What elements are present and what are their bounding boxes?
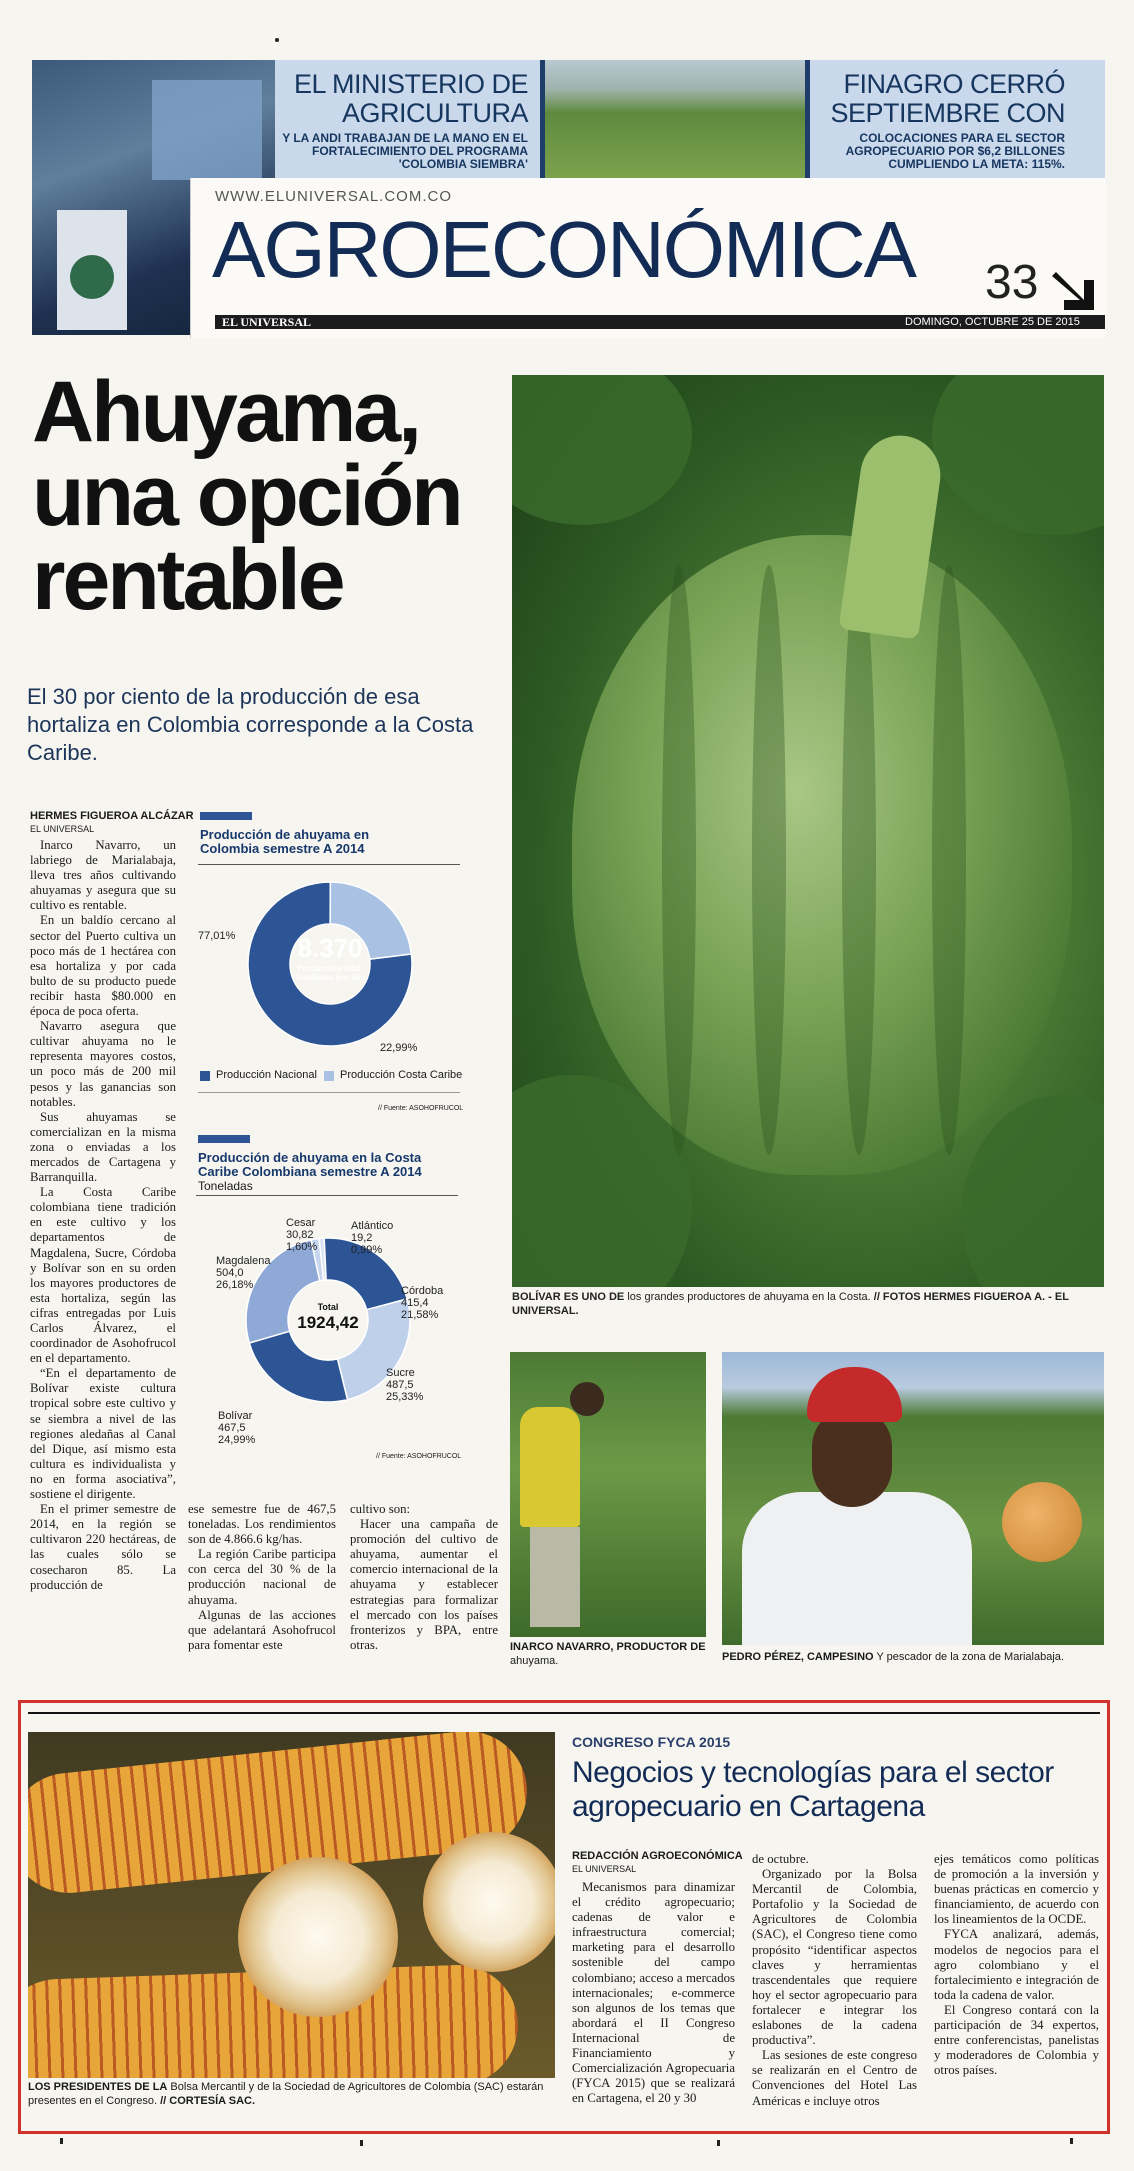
legend-national: Producción Nacional <box>216 1069 317 1081</box>
pedro-face <box>812 1407 892 1507</box>
box-byline-org: EL UNIVERSAL <box>572 1864 637 1874</box>
slice-label-national: 77,01% <box>198 930 236 942</box>
paragraph: La región Caribe participa con cerca del 30 % de la producción nacional de ahuyama. <box>188 1547 336 1607</box>
page-dot <box>275 38 279 42</box>
main-caption-text: los grandes productores de ahuyama en la Costa. <box>627 1291 871 1303</box>
corn-caption-lead: LOS PRESIDENTES DE LA <box>28 2081 168 2093</box>
paragraph: Algunas de las acciones que adelantará Asohofrucol para fomentar este <box>188 1607 336 1652</box>
pedro-caption <box>722 1650 1122 1664</box>
donut-center-label: Producción total. Toneladas por año <box>294 964 366 982</box>
paragraph: Inarco Navarro, un labriego de Marialabaja, lleva tres años cultivando ahuyamas y asegura que su cultivo es rentable. <box>30 838 176 913</box>
chart-title: Producción de ahuyama en la Costa Caribe Colombiana semestre A 2014 <box>198 1150 422 1179</box>
farmer-caption-lead: INARCO NAVARRO, PRODUCTOR DE <box>510 1641 706 1653</box>
chart-rule <box>196 1195 458 1196</box>
donut-center-value: 1924,42 <box>297 1313 359 1332</box>
paragraph: La Costa Caribe colombiana tiene tradición en este cultivo y los departamentos de Magdalena, Sucre, Córdoba y Bolívar son en su orden los mayores productores de esta hortaliza, según las cifras entregadas por Luis Carlos Álvarez, el coordinador de Asohofrucol en el departamento. <box>30 1185 176 1366</box>
crop-mark <box>1070 2138 1073 2144</box>
slice-label-sucre: Sucre 487,5 25,33% <box>386 1367 424 1403</box>
arrow-down-right-icon <box>1050 262 1102 314</box>
box-byline: REDACCIÓN AGROECONÓMICA <box>572 1850 743 1862</box>
chart-accent-bar <box>200 812 252 820</box>
donut-center-value: 8.370 <box>297 933 363 963</box>
byline: HERMES FIGUEROA ALCÁZAR <box>30 810 194 822</box>
farmer-caption-text: ahuyama. <box>510 1655 559 1667</box>
teaser-field-photo <box>545 60 805 178</box>
stage-screen <box>152 80 262 180</box>
chart-subtitle: Toneladas <box>198 1179 253 1193</box>
paragraph: FYCA analizará, además, modelos de negocios para el agro colombiano y el fortalecimiento e integración de toda la cadena de valor. <box>934 1927 1099 2002</box>
chart-source: // Fuente: ASOHOFRUCOL <box>376 1453 462 1460</box>
article-column-3 <box>350 1502 498 1667</box>
chart-accent-bar <box>198 1135 250 1143</box>
pumpkin-rib <box>932 565 966 1155</box>
pedro-caption-lead: PEDRO PÉREZ, CAMPESINO <box>722 1651 874 1663</box>
paragraph: Navarro asegura que cultivar ahuyama no le representa mayores costos, un poco más de 200 mil pesos y las ganancias son notables. <box>30 1019 176 1109</box>
legend-caribe: Producción Costa Caribe <box>340 1069 463 1081</box>
paragraph: “En el departamento de Bolívar existe cultura tropical sobre este cultivo y se siembra a nivel de las regiones aledañas al Canal del Dique, así mismo esta cultura es individualista y no en forma asociativa”, sostiene el dirigente. <box>30 1366 176 1502</box>
farmer-photo <box>510 1352 706 1637</box>
chart-national-production <box>198 812 473 1117</box>
article-column-2 <box>188 1502 336 1667</box>
box-kicker: CONGRESO FYCA 2015 <box>572 1734 731 1750</box>
paragraph: cultivo son: <box>350 1502 411 1516</box>
donut-center-label: Total <box>317 1302 339 1312</box>
paragraph: El Congreso contará con la participación de 34 expertos, entre conferencistas, panelistas y moderadores de Colombia y otros países. <box>934 2002 1099 2078</box>
box-column-3 <box>934 1852 1099 2120</box>
site-url[interactable]: WWW.ELUNIVERSAL.COM.CO <box>215 188 453 205</box>
farmer-caption <box>510 1640 710 1668</box>
chart-rule <box>198 864 460 865</box>
byline-org: EL UNIVERSAL <box>30 824 95 834</box>
leaf <box>932 375 1104 535</box>
corn-caption <box>28 2080 558 2108</box>
paragraph: En el primer semestre de 2014, en la región se cultivaron 220 hectáreas, de las cuales sólo se cosecharon 85. La producción de <box>30 1502 176 1592</box>
chart-source: // Fuente: ASOHOFRUCOL <box>378 1105 464 1112</box>
main-caption-credit: // FOTOS HERMES FIGUEROA A. - EL UNIVERSAL. <box>512 1291 1069 1317</box>
teaser-finagro-text: COLOCACIONES PARA EL SECTOR AGROPECUARIO POR $6,2 BILLONES CUMPLIENDO LA META: 115%. <box>845 131 1065 171</box>
box-top-rule <box>28 1712 1100 1714</box>
slice-label-magdalena: Magdalena 504,0 26,18% <box>216 1255 271 1291</box>
teaser-ministerio-title: EL MINISTERIO DE AGRICULTURA <box>293 69 528 128</box>
pedro-caption-text: Y pescador de la zona de Marialabaja. <box>876 1651 1064 1663</box>
teaser-ministerio[interactable] <box>275 60 540 178</box>
chart-caribe-production <box>196 1135 476 1465</box>
main-photo-caption <box>512 1290 1112 1318</box>
slice-label-caribe: 22,99% <box>380 1042 418 1054</box>
pedro-shirt <box>742 1492 972 1645</box>
pumpkin-photo <box>512 375 1104 1287</box>
corn-cross-section <box>238 1857 398 2017</box>
pumpkin <box>572 535 1072 1175</box>
box-column-2 <box>752 1852 917 2120</box>
paragraph: ese semestre fue de 467,5 toneladas. Los rendimientos son de 4.866.6 kg/has. <box>188 1502 336 1547</box>
slice-label-atlantico: Atlántico 19,2 0,99% <box>351 1220 394 1256</box>
paragraph: Mecanismos para dinamizar el crédito agropecuario; cadenas de valor e infraestructura comercial; marketing para el desarrollo sostenible del campo colombiano; acceso a mercados internacionales; e-commerce son algunos de los temas que abordará el II Congreso Internacional de Financiamiento y Comercialización Agropecuaria (FYCA 2015) que se realizará en Cartagena, el 20 y 30 <box>572 1880 735 2106</box>
paragraph: Las sesiones de este congreso se realizarán en el Centro de Convenciones del Hotel Las Américas e incluye otros <box>752 2048 917 2108</box>
crop-mark <box>360 2140 363 2146</box>
slice-label-bolivar: Bolívar 467,5 24,99% <box>218 1410 256 1446</box>
crop-mark <box>717 2140 720 2146</box>
slice-label-cesar: Cesar 30,82 1,60% <box>286 1217 318 1253</box>
paragraph: En un baldío cercano al sector del Puerto cultiva un poco más de 1 hectárea con esa hortaliza y por cada bulto de su producto puede recibir hasta $80.000 en época de poca oferta. <box>30 913 176 1019</box>
paragraph: Sus ahuyamas se comercializan en la misma zona o enviadas a los mercados de Cartagena y Barranquilla. <box>30 1109 176 1185</box>
pumpkin-rib <box>842 565 876 1155</box>
paragraph: Organizado por la Bolsa Mercantil de Colombia, Portafolio y la Sociedad de Agricultores de Colombia (SAC), el Congreso tiene como propósito “identificar aspectos claves y herramientas trascendentales que requiere hoy el sector agropecuario para fortalecer e integrar los eslabones de la cadena productiva”. <box>752 1867 917 2048</box>
main-caption-lead: BOLÍVAR ES UNO DE <box>512 1291 625 1303</box>
chart-rule <box>198 1092 460 1093</box>
corn-photo <box>28 1732 555 2078</box>
pedro-photo <box>722 1352 1104 1645</box>
corn-caption-text: Bolsa Mercantil y de la Sociedad de Agricultores de Colombia (SAC) estarán presentes en el Congreso. <box>28 2081 544 2107</box>
farmer-legs <box>530 1527 580 1627</box>
pedro-cap <box>807 1367 902 1422</box>
box-headline: Negocios y tecnologías para el sector agropecuario en Cartagena <box>572 1756 1054 1823</box>
subhead: El 30 por ciento de la producción de esa hortaliza en Colombia corresponde a la Costa Caribe. <box>27 684 474 765</box>
leaf <box>512 375 692 525</box>
farmer-head <box>570 1382 604 1416</box>
paragraph: ejes temáticos como políticas de promoción a la inversión y buenas prácticas en comercio y financiamiento, de acuerdo con los lineamientos de la OCDE. <box>934 1852 1099 1927</box>
donut-slice-bol-var <box>249 1331 347 1402</box>
teaser-finagro[interactable] <box>810 60 1105 178</box>
corn-cross-section <box>423 1832 555 1972</box>
corn-caption-credit: // CORTESÍA SAC. <box>160 2095 256 2107</box>
slice-label-cordoba: Córdoba 415,4 21,58% <box>401 1285 444 1321</box>
podium-logo <box>70 255 114 299</box>
paper-name: EL UNIVERSAL <box>222 315 312 329</box>
farmer-shirt <box>520 1407 580 1527</box>
paragraph: Hacer una campaña de promoción del cultivo de ahuyama, aumentar el comercio internacional de la ahuyama y establecer estrategias para formalizar el mercado con los países fronterizos y BPA, entre otras. <box>350 1517 498 1652</box>
paragraph: de octubre. <box>752 1852 809 1866</box>
chart-title: Producción de ahuyama en Colombia semestre A 2014 <box>200 827 370 856</box>
legend-swatch-caribe <box>324 1071 334 1081</box>
headline: Ahuyama, una opción rentable <box>32 364 461 628</box>
crop-mark <box>60 2138 63 2144</box>
pumpkin-rib <box>752 565 786 1155</box>
box-column-1 <box>572 1880 735 2120</box>
teaser-ministerio-text: Y LA ANDI TRABAJAN DE LA MANO EN EL FORTALECIMIENTO DEL PROGRAMA 'COLOMBIA SIEMBRA' <box>282 131 528 171</box>
article-column-1 <box>30 838 176 1668</box>
pumpkin-rib <box>662 565 696 1155</box>
teaser-finagro-title: FINAGRO CERRÓ SEPTIEMBRE CON <box>830 69 1065 128</box>
legend-swatch-national <box>200 1071 210 1081</box>
page-number: 33 <box>985 256 1039 309</box>
pedro-pumpkin <box>1002 1482 1082 1562</box>
leaf <box>962 1095 1104 1287</box>
issue-date: DOMINGO, OCTUBRE 25 DE 2015 <box>905 316 1080 328</box>
section-title: AGROECONÓMICA <box>212 205 915 294</box>
